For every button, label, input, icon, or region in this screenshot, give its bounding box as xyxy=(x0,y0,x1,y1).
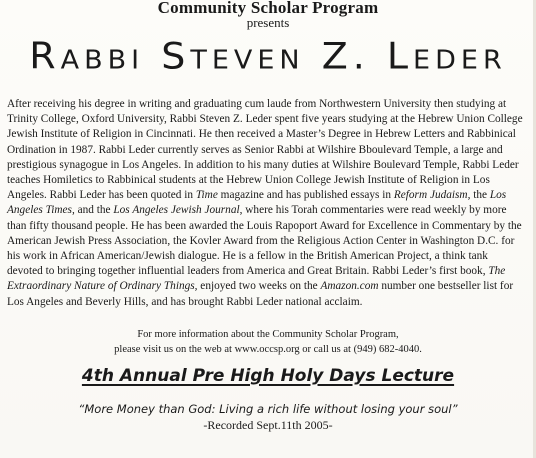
lecture-subtitle: “More Money than God: Living a rich life without losing your soul” xyxy=(78,402,458,416)
bio-italic-segment: Amazon.com xyxy=(320,280,379,293)
bio-text-segment: After receiving his degree in writing and graduating cum laude from Northwestern University then studying at Trinity College, Oxford University, Rabbi Steven Z. Leder spent five years studying at the Hebrew Union College Jewish Institute of Religion in Cincinnati. He then received a Master’s Degree in Hebrew Letters and Rabbinical Ordination in 1987. Rabbi Leder currently serves as Senior Rabbi at Wilshire Bboulevard Temple, a large and prestigious synagogue in Los Angeles. In addition to his many duties at Wilshire Boulevard Temple, Rabbi Leder teaches Homiletics to Rabbinical students at the Hebrew Union College Jewish Institute of Religion in Los Angeles. Rabbi Leder has been quoted in xyxy=(7,98,523,202)
bio-text-segment: the xyxy=(470,189,490,202)
bio-italic-segment: Reform Judaism, xyxy=(393,189,471,202)
bio-text-segment: , where his Torah commentaries were read weekly by more than fifty thousand people. He has been awarded the Louis Rapoport Award for Excellence in Commentary by the American Jewish Press Association, the Kovler Award from the Religious Action Center in Washington D.C. for his work in African American/Jewish dialogue. He is a fellow in the British American Project, a think tank devoted to bringing together influential leaders from America and Great Britain. Rabbi Leder’s first book, xyxy=(7,204,522,278)
bio-text-segment: magazine and has published essays in xyxy=(217,189,394,202)
speaker-biography xyxy=(7,97,523,310)
more-info-line-2: please visit us on the web at www.occsp.org or call us at (949) 682-4040. xyxy=(114,344,422,355)
bio-italic-segment: Time xyxy=(195,189,218,202)
program-name: Community Scholar Program xyxy=(157,0,379,17)
lecture-title-text: 4th Annual Pre High Holy Days Lecture xyxy=(81,366,455,386)
recording-date: -Recorded Sept.11th 2005- xyxy=(203,418,333,432)
bio-italic-segment: The Extraordinary Nature of Ordinary Things, xyxy=(7,265,506,293)
presents-label: presents xyxy=(246,15,290,30)
bio-text-segment: number one bestseller list for Los Angeles and Beverly Hills, and has brought Rabbi Leder national acclaim. xyxy=(7,280,514,308)
bio-text-segment: and the xyxy=(74,204,114,217)
bio-text-segment: enjoyed two weeks on the xyxy=(197,280,321,293)
more-info xyxy=(0,327,536,357)
more-info-line-1: For more information about the Community Scholar Program, xyxy=(137,329,399,340)
speaker-name: Rabbi Steven Z. Leder xyxy=(29,35,507,77)
bio-italic-segment: Los Angeles Times, xyxy=(7,189,507,217)
lecture-title xyxy=(0,365,536,387)
bio-italic-segment: Los Angeles Jewish Journal xyxy=(113,204,240,217)
